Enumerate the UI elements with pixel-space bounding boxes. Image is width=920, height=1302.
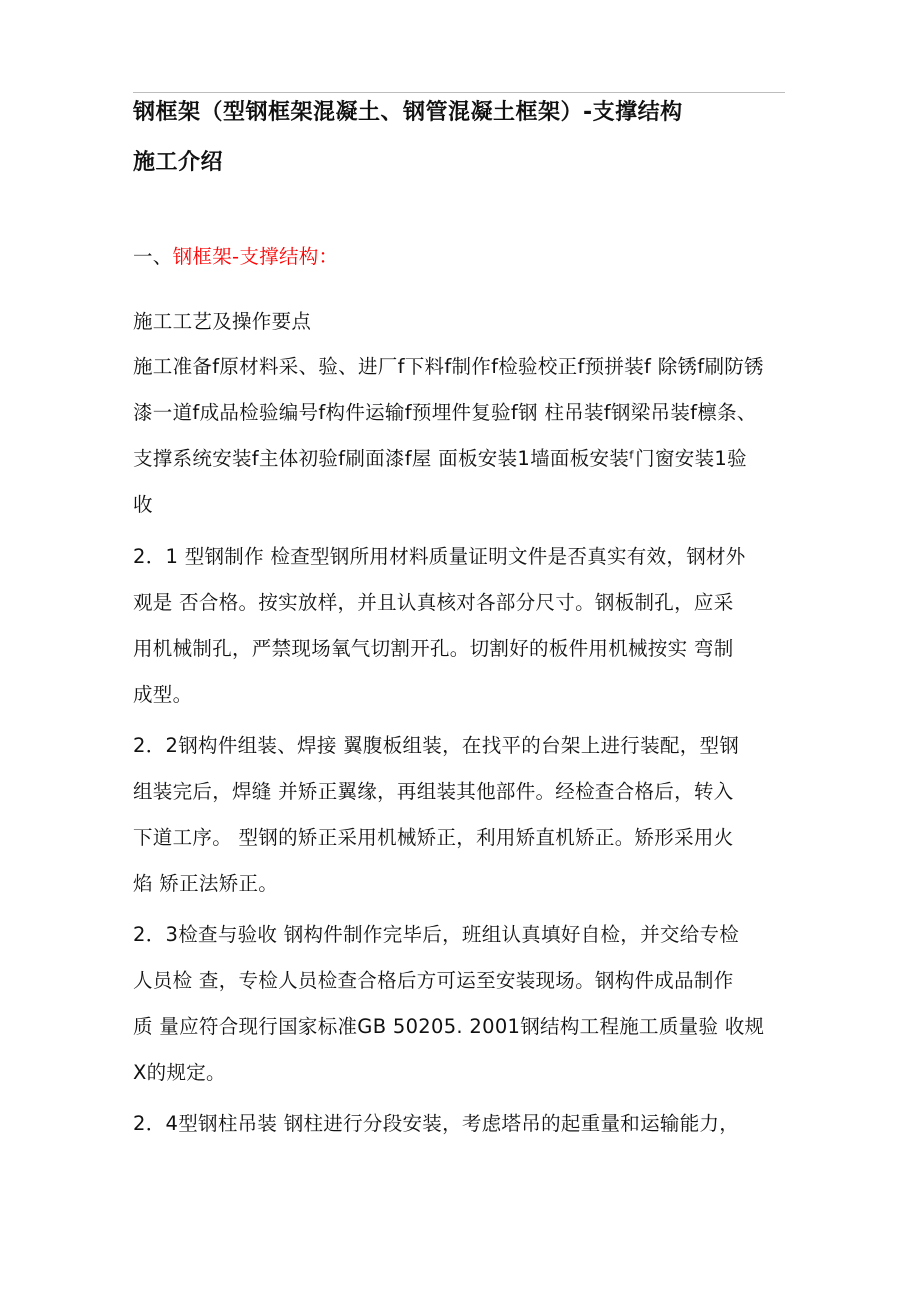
- subheading: 施工工艺及操作要点: [133, 310, 312, 333]
- top-rule: [133, 92, 785, 93]
- text-line: 支撑系统安装f主体初验f刷面漆f屋 面板安装1墙面板安装ᶠ门窗安装1验: [133, 447, 747, 470]
- text-line: 漆一道f成品检验编号f构件运输f预埋件复验f钢 柱吊装f钢梁吊装f檩条、: [133, 401, 757, 424]
- text-line: 用机械制孔，严禁现场氧气切割开孔。切割好的板件用机械按实 弯制: [133, 637, 734, 660]
- text-line: 收: [133, 493, 153, 516]
- text-line: 2．1 型钢制作 检查型钢所用材料质量证明文件是否真实有效，钢材外: [133, 545, 746, 568]
- text-line: 焰 矫正法矫正。: [133, 872, 279, 895]
- text-line: 成型。: [133, 683, 193, 706]
- section-title: 钢框架-支撑结构：: [172, 245, 339, 268]
- text-line: 施工准备f原材料采、验、进厂f下料f制作f检验校正f预拼装f 除锈f刷防锈: [133, 355, 764, 378]
- section-heading: [133, 241, 338, 269]
- text-line: 2．4型钢柱吊装 钢柱进行分段安装，考虑塔吊的起重量和运输能力，: [133, 1112, 740, 1135]
- document-title-line2: 施工介绍: [133, 150, 224, 175]
- text-line: 人员检 查，专检人员检查合格后方可运至安装现场。钢构件成品制作: [133, 969, 734, 992]
- text-line: X的规定。: [133, 1061, 226, 1084]
- text-line: 2．3检查与验收 钢构件制作完毕后，班组认真填好自检，并交给专检: [133, 923, 740, 946]
- text-line: 质 量应符合现行国家标准GB 50205. 2001钢结构工程施工质量验 收规: [133, 1015, 765, 1038]
- document-title: 钢框架（型钢框架混凝土、钢管混凝土框架）-支撑结构: [133, 100, 683, 125]
- text-line: 组装完后，焊缝 并矫正翼缘，再组装其他部件。经检查合格后，转入: [133, 780, 734, 803]
- text-line: 下道工序。 型钢的矫正采用机械矫正，利用矫直机矫正。矫形采用火: [133, 826, 734, 849]
- text-line: 观是 否合格。按实放样，并且认真核对各部分尺寸。钢板制孔，应采: [133, 591, 734, 614]
- section-number: 一、: [133, 245, 173, 268]
- text-line: 2．2钢构件组装、焊接 翼腹板组装，在找平的台架上进行装配，型钢: [133, 734, 740, 757]
